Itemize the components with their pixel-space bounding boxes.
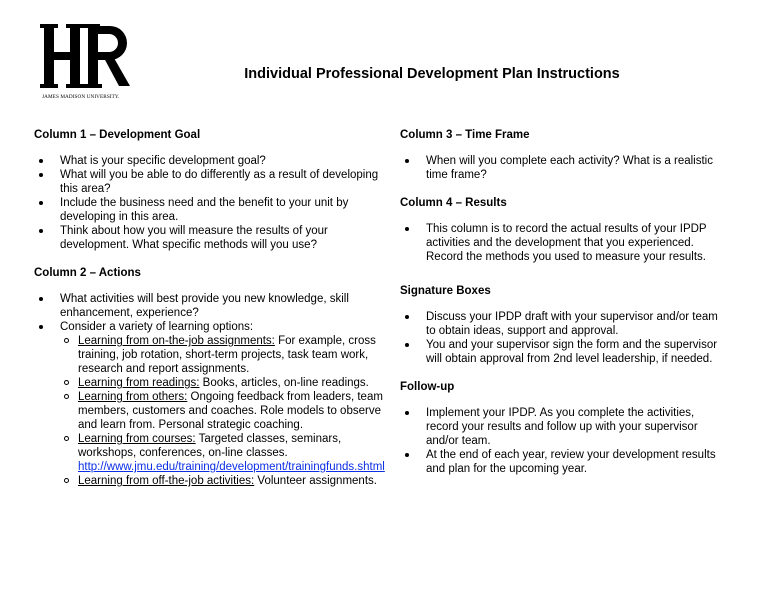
right-column — [400, 128, 730, 490]
option-text: Ongoing feedback from leaders, team members, customers and coaches. Role models to observe and learn from. Personal strategic coaching. — [78, 391, 383, 431]
option-text: Volunteer assignments. — [254, 475, 377, 487]
university-name: JAMES MADISON UNIVERSITY. — [42, 94, 120, 100]
list-item: When will you complete each activity? What is a realistic time frame? — [400, 154, 730, 182]
option-label: Learning from readings: — [78, 377, 200, 389]
jmu-hr-logo — [40, 22, 132, 102]
option-text: Books, articles, on-line readings. — [199, 377, 369, 389]
learning-option — [60, 334, 394, 376]
learning-option — [60, 390, 394, 432]
col4-heading: Column 4 – Results — [400, 197, 507, 209]
list-item — [34, 320, 394, 488]
signature-list — [400, 310, 730, 366]
list-item: What activities will best provide you new knowledge, skill enhancement, experience? — [34, 292, 394, 320]
option-label: Learning from on-the-job assignments: — [78, 335, 275, 347]
list-item: What will you be able to do differently as a result of developing this area? — [34, 168, 394, 196]
option-text: For example, cross training, job rotation, short-term projects, task team work, research and report assignments. — [78, 335, 376, 375]
col4-list — [400, 222, 730, 264]
page-title: Individual Professional Development Plan Instructions — [244, 66, 620, 82]
col2-heading: Column 2 – Actions — [34, 267, 141, 279]
signature-heading: Signature Boxes — [400, 285, 491, 297]
list-item: Include the business need and the benefit to your unit by developing in this area. — [34, 196, 394, 224]
option-text: Targeted classes, seminars, workshops, conferences, on-line classes. — [78, 433, 342, 459]
option-label: Learning from off-the-job activities: — [78, 475, 255, 487]
list-item: You and your supervisor sign the form and the supervisor will obtain approval from 2nd level leadership, if needed. — [400, 338, 730, 366]
list-item: At the end of each year, review your development results and plan for the upcoming year. — [400, 448, 730, 476]
list-item: Think about how you will measure the results of your development. What specific methods will you use? — [34, 224, 394, 252]
list-item: What is your specific development goal? — [34, 154, 394, 168]
list-item-text: Consider a variety of learning options: — [60, 321, 254, 333]
list-item: Discuss your IPDP draft with your supervisor and/or team to obtain ideas, support and approval. — [400, 310, 730, 338]
training-funds-link[interactable]: http://www.jmu.edu/training/development/trainingfunds.shtml — [78, 461, 385, 473]
col2-list — [34, 292, 394, 488]
col3-heading: Column 3 – Time Frame — [400, 129, 530, 141]
option-label: Learning from others: — [78, 391, 188, 403]
col1-heading: Column 1 – Development Goal — [34, 129, 201, 141]
list-item: Implement your IPDP. As you complete the activities, record your results and follow up with your supervisor and/or team. — [400, 406, 730, 448]
col1-list — [34, 154, 394, 252]
followup-list — [400, 406, 730, 476]
learning-option — [60, 376, 394, 390]
learning-option — [60, 474, 394, 488]
learning-option — [60, 432, 394, 474]
option-label: Learning from courses: — [78, 433, 196, 445]
learning-options — [60, 334, 394, 488]
col3-list — [400, 154, 730, 182]
list-item: This column is to record the actual results of your IPDP activities and the development that you experienced. Record the methods you used to measure your results. — [400, 222, 730, 264]
left-column — [34, 128, 394, 502]
followup-heading: Follow-up — [400, 381, 455, 393]
